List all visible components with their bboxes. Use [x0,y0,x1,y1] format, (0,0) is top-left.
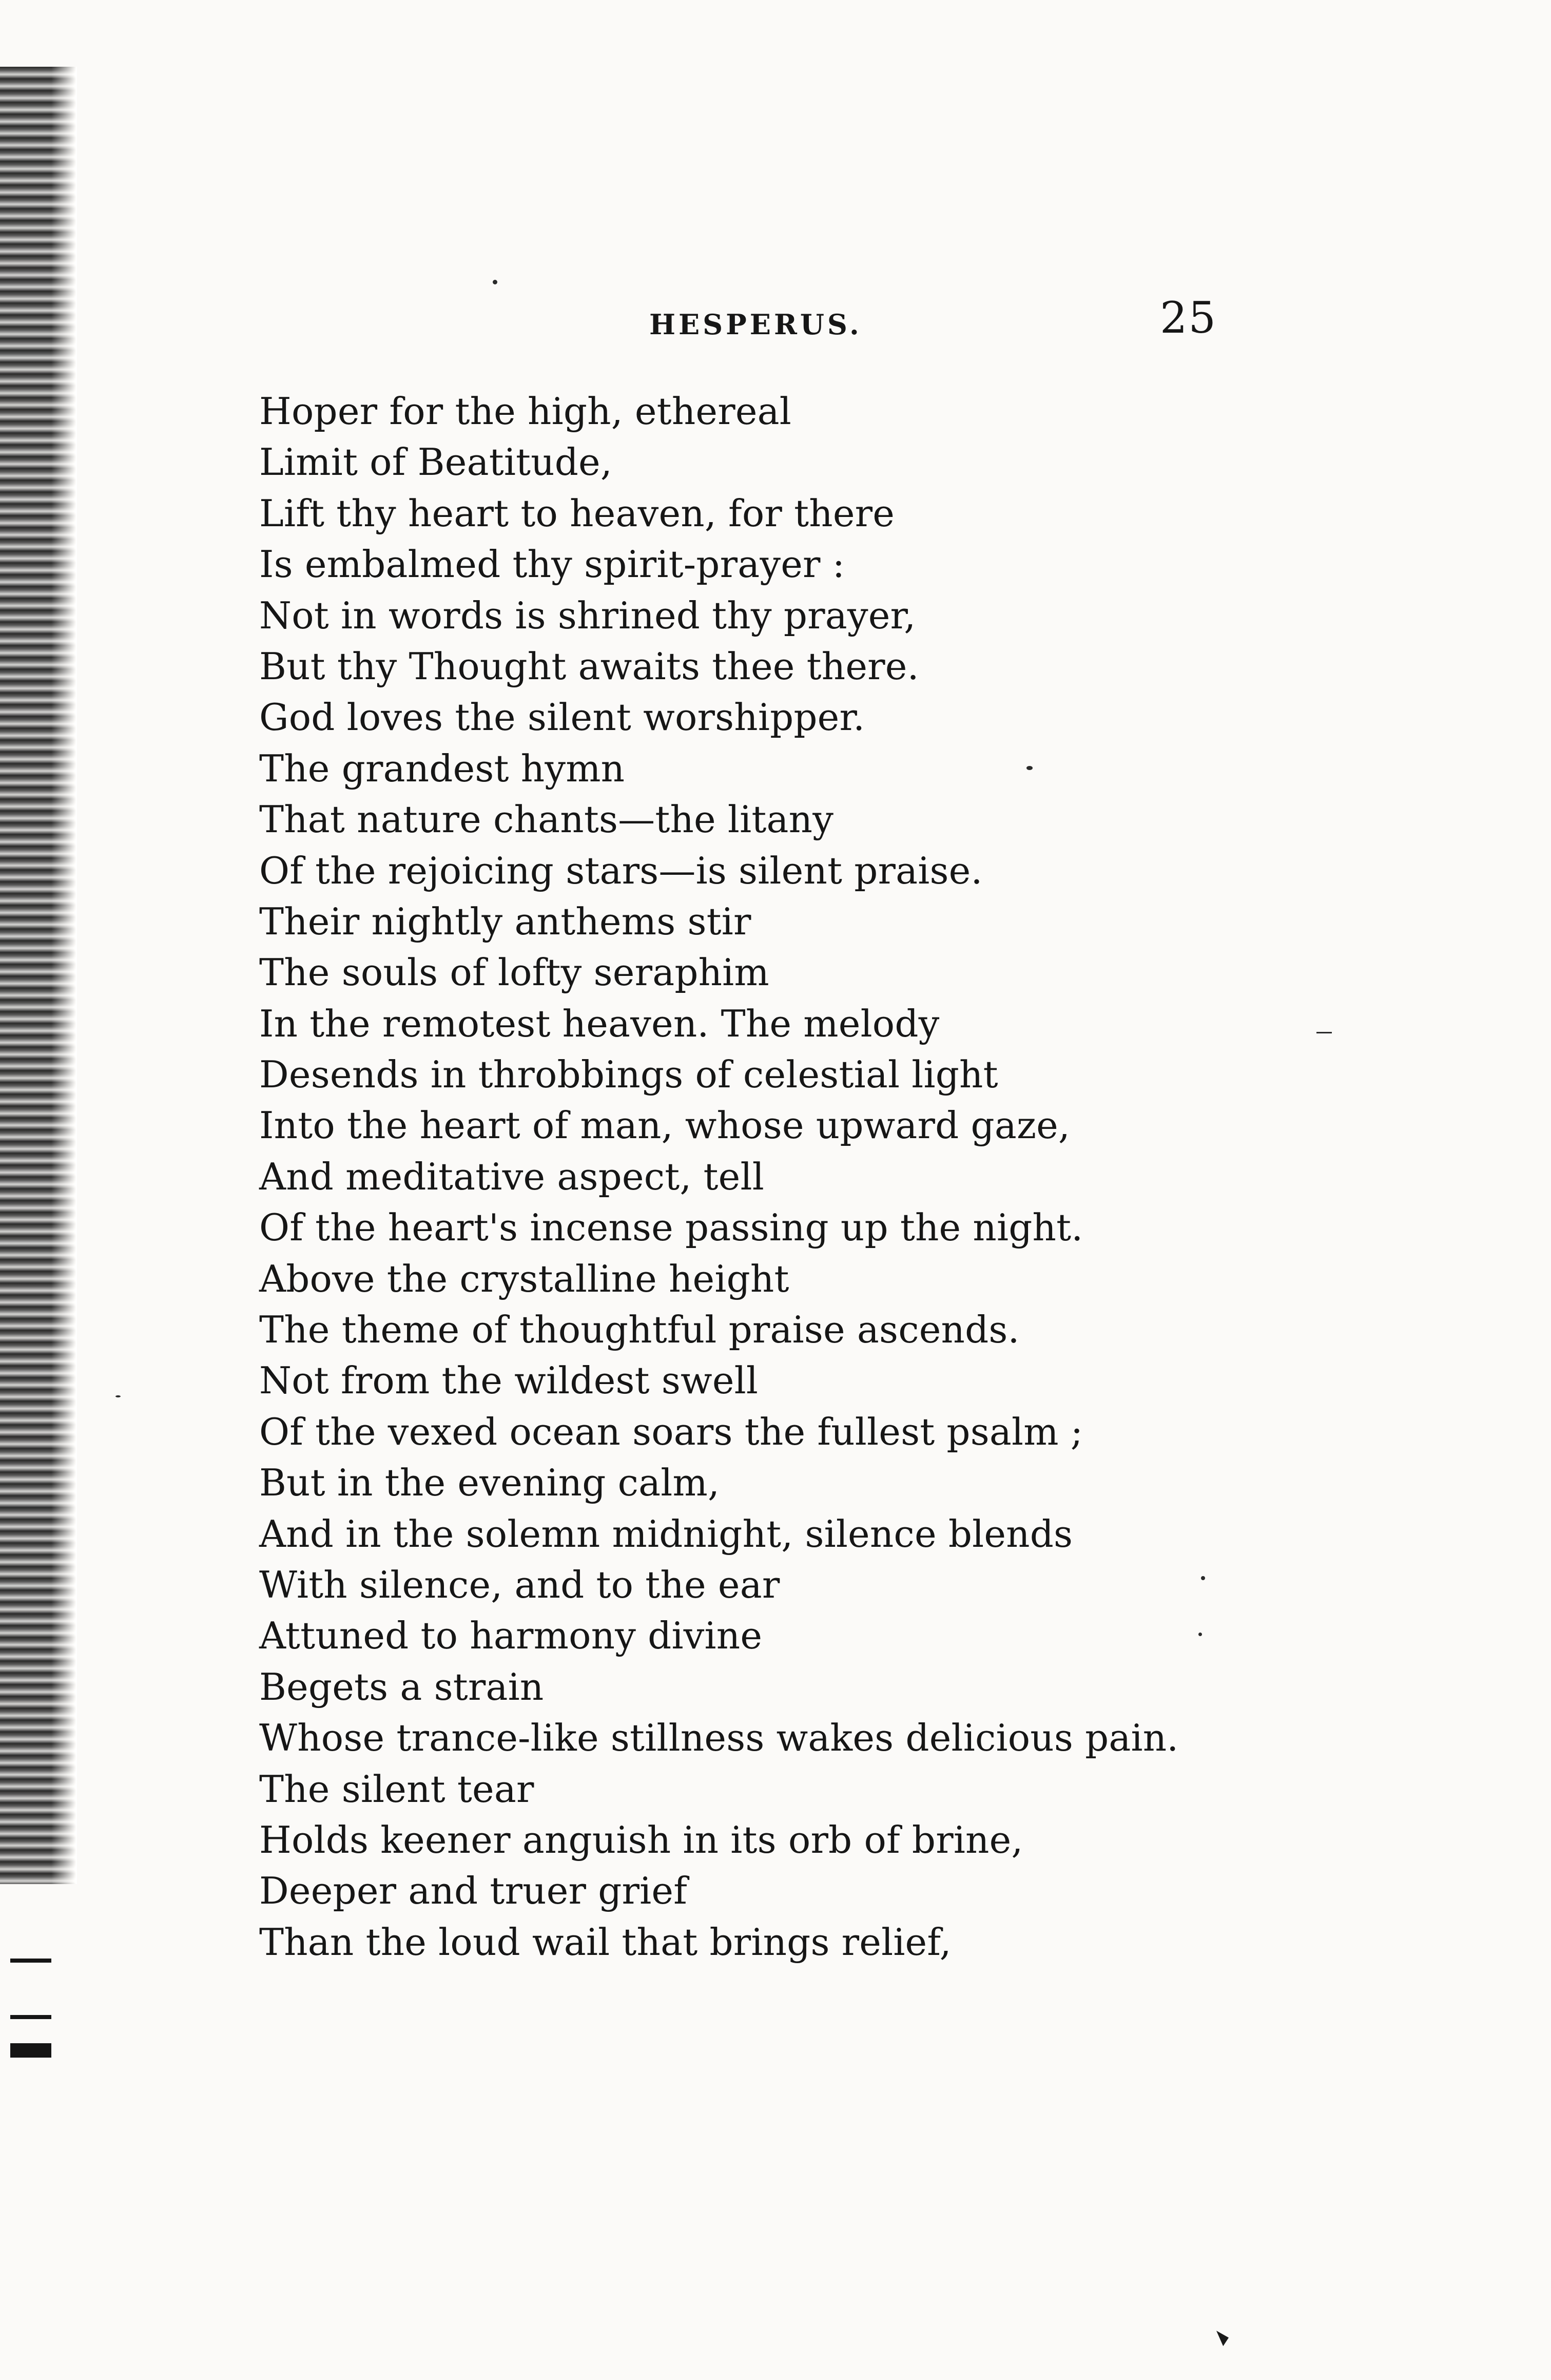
poem-line: Begets a strain [259,1665,544,1709]
poem-line: Whose trance-like stillness wakes delicious pain. [259,1716,1179,1760]
poem-line: Into the heart of man, whose upward gaze, [259,1104,1071,1147]
poem-line: Is embalmed thy spirit-prayer : [259,543,845,586]
page-header [0,287,1551,354]
poem-line: Of the rejoicing stars—is silent praise. [259,849,983,892]
poem-line: The silent tear [259,1767,534,1811]
page-number: 25 [1160,293,1217,343]
gutter-mark [10,2043,51,2058]
running-title: HESPERUS. [649,308,862,341]
poem-line: Above the crystalline height [259,1257,789,1300]
poem-line: Desends in throbbings of celestial light [259,1053,998,1097]
poem-text [259,386,1404,2029]
ink-speck [1201,1576,1205,1580]
ink-speck [493,280,497,284]
poem-line: The grandest hymn [259,746,625,790]
poem-line: Holds keener anguish in its orb of brine, [259,1818,1023,1861]
poem-line: But in the evening calm, [259,1461,720,1505]
poem-line: In the remotest heaven. The melody [259,1002,940,1045]
poem-line: Hoper for the high, ethereal [259,390,791,433]
poem-line: Not from the wildest swell [259,1359,759,1403]
poem-line: Not in words is shrined thy prayer, [259,593,916,637]
poem-line: God loves the silent worshipper. [259,696,865,739]
poem-line: Of the heart's incense passing up the night. [259,1206,1083,1250]
poem-line: With silence, and to the ear [259,1563,780,1606]
poem-line: Lift thy heart to heaven, for there [259,491,895,535]
poem-line: And in the solemn midnight, silence blends [259,1512,1073,1556]
gutter-mark [10,2015,51,2019]
poem-line: That nature chants—the litany [259,798,834,841]
poem-line: Attuned to harmony divine [259,1614,763,1658]
poem-line: Their nightly anthems stir [259,899,751,943]
poem-line: Of the vexed ocean soars the fullest psalm ; [259,1410,1083,1453]
ink-speck [1316,1032,1332,1033]
poem-line: Deeper and truer grief [259,1869,688,1913]
poem-line: Than the loud wail that brings relief, [259,1920,952,1964]
poem-line: And meditative aspect, tell [259,1155,764,1198]
poem-line: The souls of lofty seraphim [259,951,769,994]
print-mark [1216,2331,1229,2346]
poem-line: But thy Thought awaits thee there. [259,644,919,688]
gutter-mark [10,1959,51,1963]
ink-speck [115,1395,121,1397]
poem-line: The theme of thoughtful praise ascends. [259,1308,1020,1352]
poem-line: Limit of Beatitude, [259,440,612,484]
ink-speck [1198,1633,1202,1636]
ink-speck [1026,766,1033,770]
